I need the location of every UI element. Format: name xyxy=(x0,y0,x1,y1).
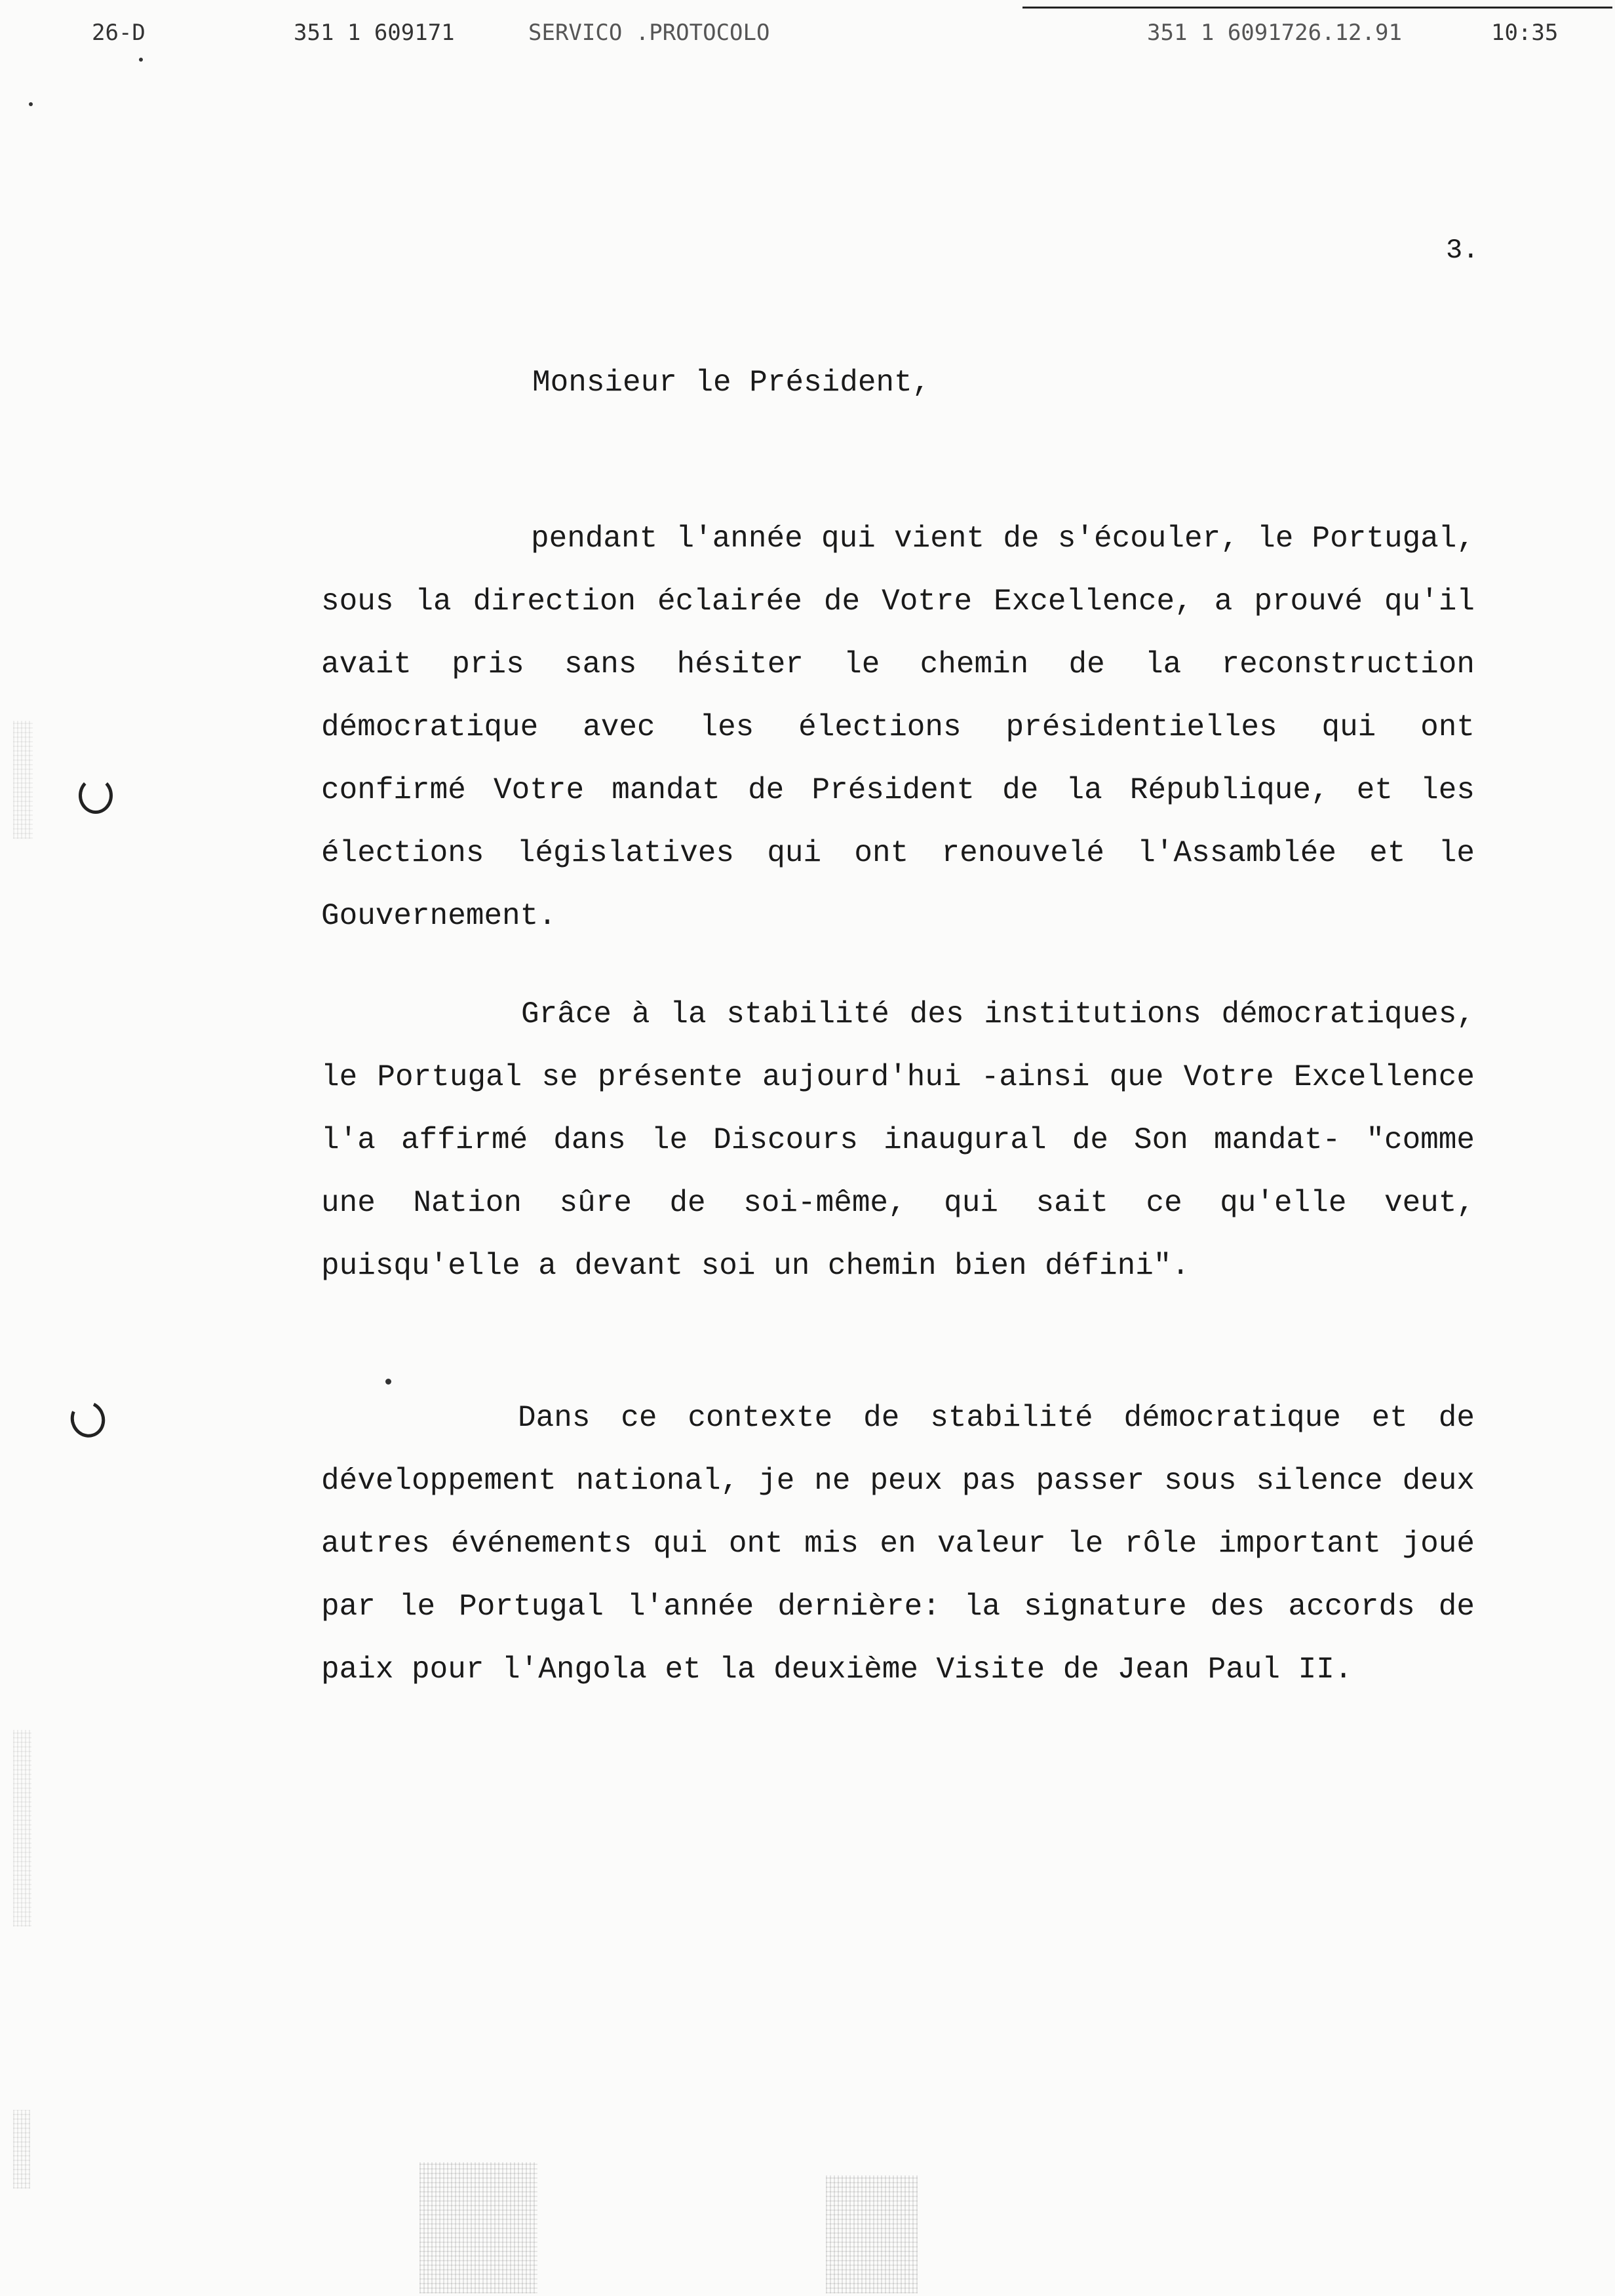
fax-date-stamp: 351 1 6091726.12.91 xyxy=(1147,20,1402,46)
binder-hole-icon xyxy=(79,777,113,814)
fax-top-rule xyxy=(1022,7,1612,9)
scan-noise xyxy=(419,2162,537,2293)
fax-time: 10:35 xyxy=(1491,20,1559,46)
scan-noise xyxy=(13,721,33,839)
fax-code: 26-D xyxy=(92,20,146,46)
page-number: 3. xyxy=(1446,235,1479,266)
scan-speck xyxy=(139,58,143,62)
paragraph: Dans ce contexte de stabilité démocratique et de développement national, je ne peux pas passer sous silence deux autres événements qui ont mis en valeur le rôle important joué par le Portugal l'année dernière: la signature des accords de paix pour l'Angola et la deuxième Visite de Jean Paul II. xyxy=(321,1401,1475,1687)
scan-noise xyxy=(13,2110,30,2189)
fax-sender-number: 351 1 609171 xyxy=(294,20,455,46)
scan-speck xyxy=(29,102,33,106)
fax-sender-name: SERVICO .PROTOCOLO xyxy=(528,20,770,46)
paragraph: Grâce à la stabilité des institutions démocratiques, le Portugal se présente aujourd'hui -ainsi que Votre Excellence l'a affirmé dans le Discours inaugural de Son mandat- "comme une Nation sûre de soi-même, qui sait ce qu'elle veut, puisqu'elle a devant soi un chemin bien défini". xyxy=(321,997,1475,1283)
scan-noise xyxy=(826,2175,918,2293)
scan-noise xyxy=(13,1730,31,1926)
paragraph: pendant l'année qui vient de s'écouler, le Portugal, sous la direction éclairée de Votre Excellence, a prouvé qu'il avait pris sans hésiter le chemin de la reconstruction démocratique avec les élections présidentielles qui ont confirmé Votre mandat de Président de la République, et les élections législatives qui ont renouvelé l'Assamblée et le Gouvernement. xyxy=(321,522,1475,933)
scan-speck xyxy=(385,1379,391,1385)
fax-header xyxy=(0,13,1615,52)
salutation: Monsieur le Président, xyxy=(532,366,931,400)
binder-hole-icon xyxy=(66,1396,110,1442)
